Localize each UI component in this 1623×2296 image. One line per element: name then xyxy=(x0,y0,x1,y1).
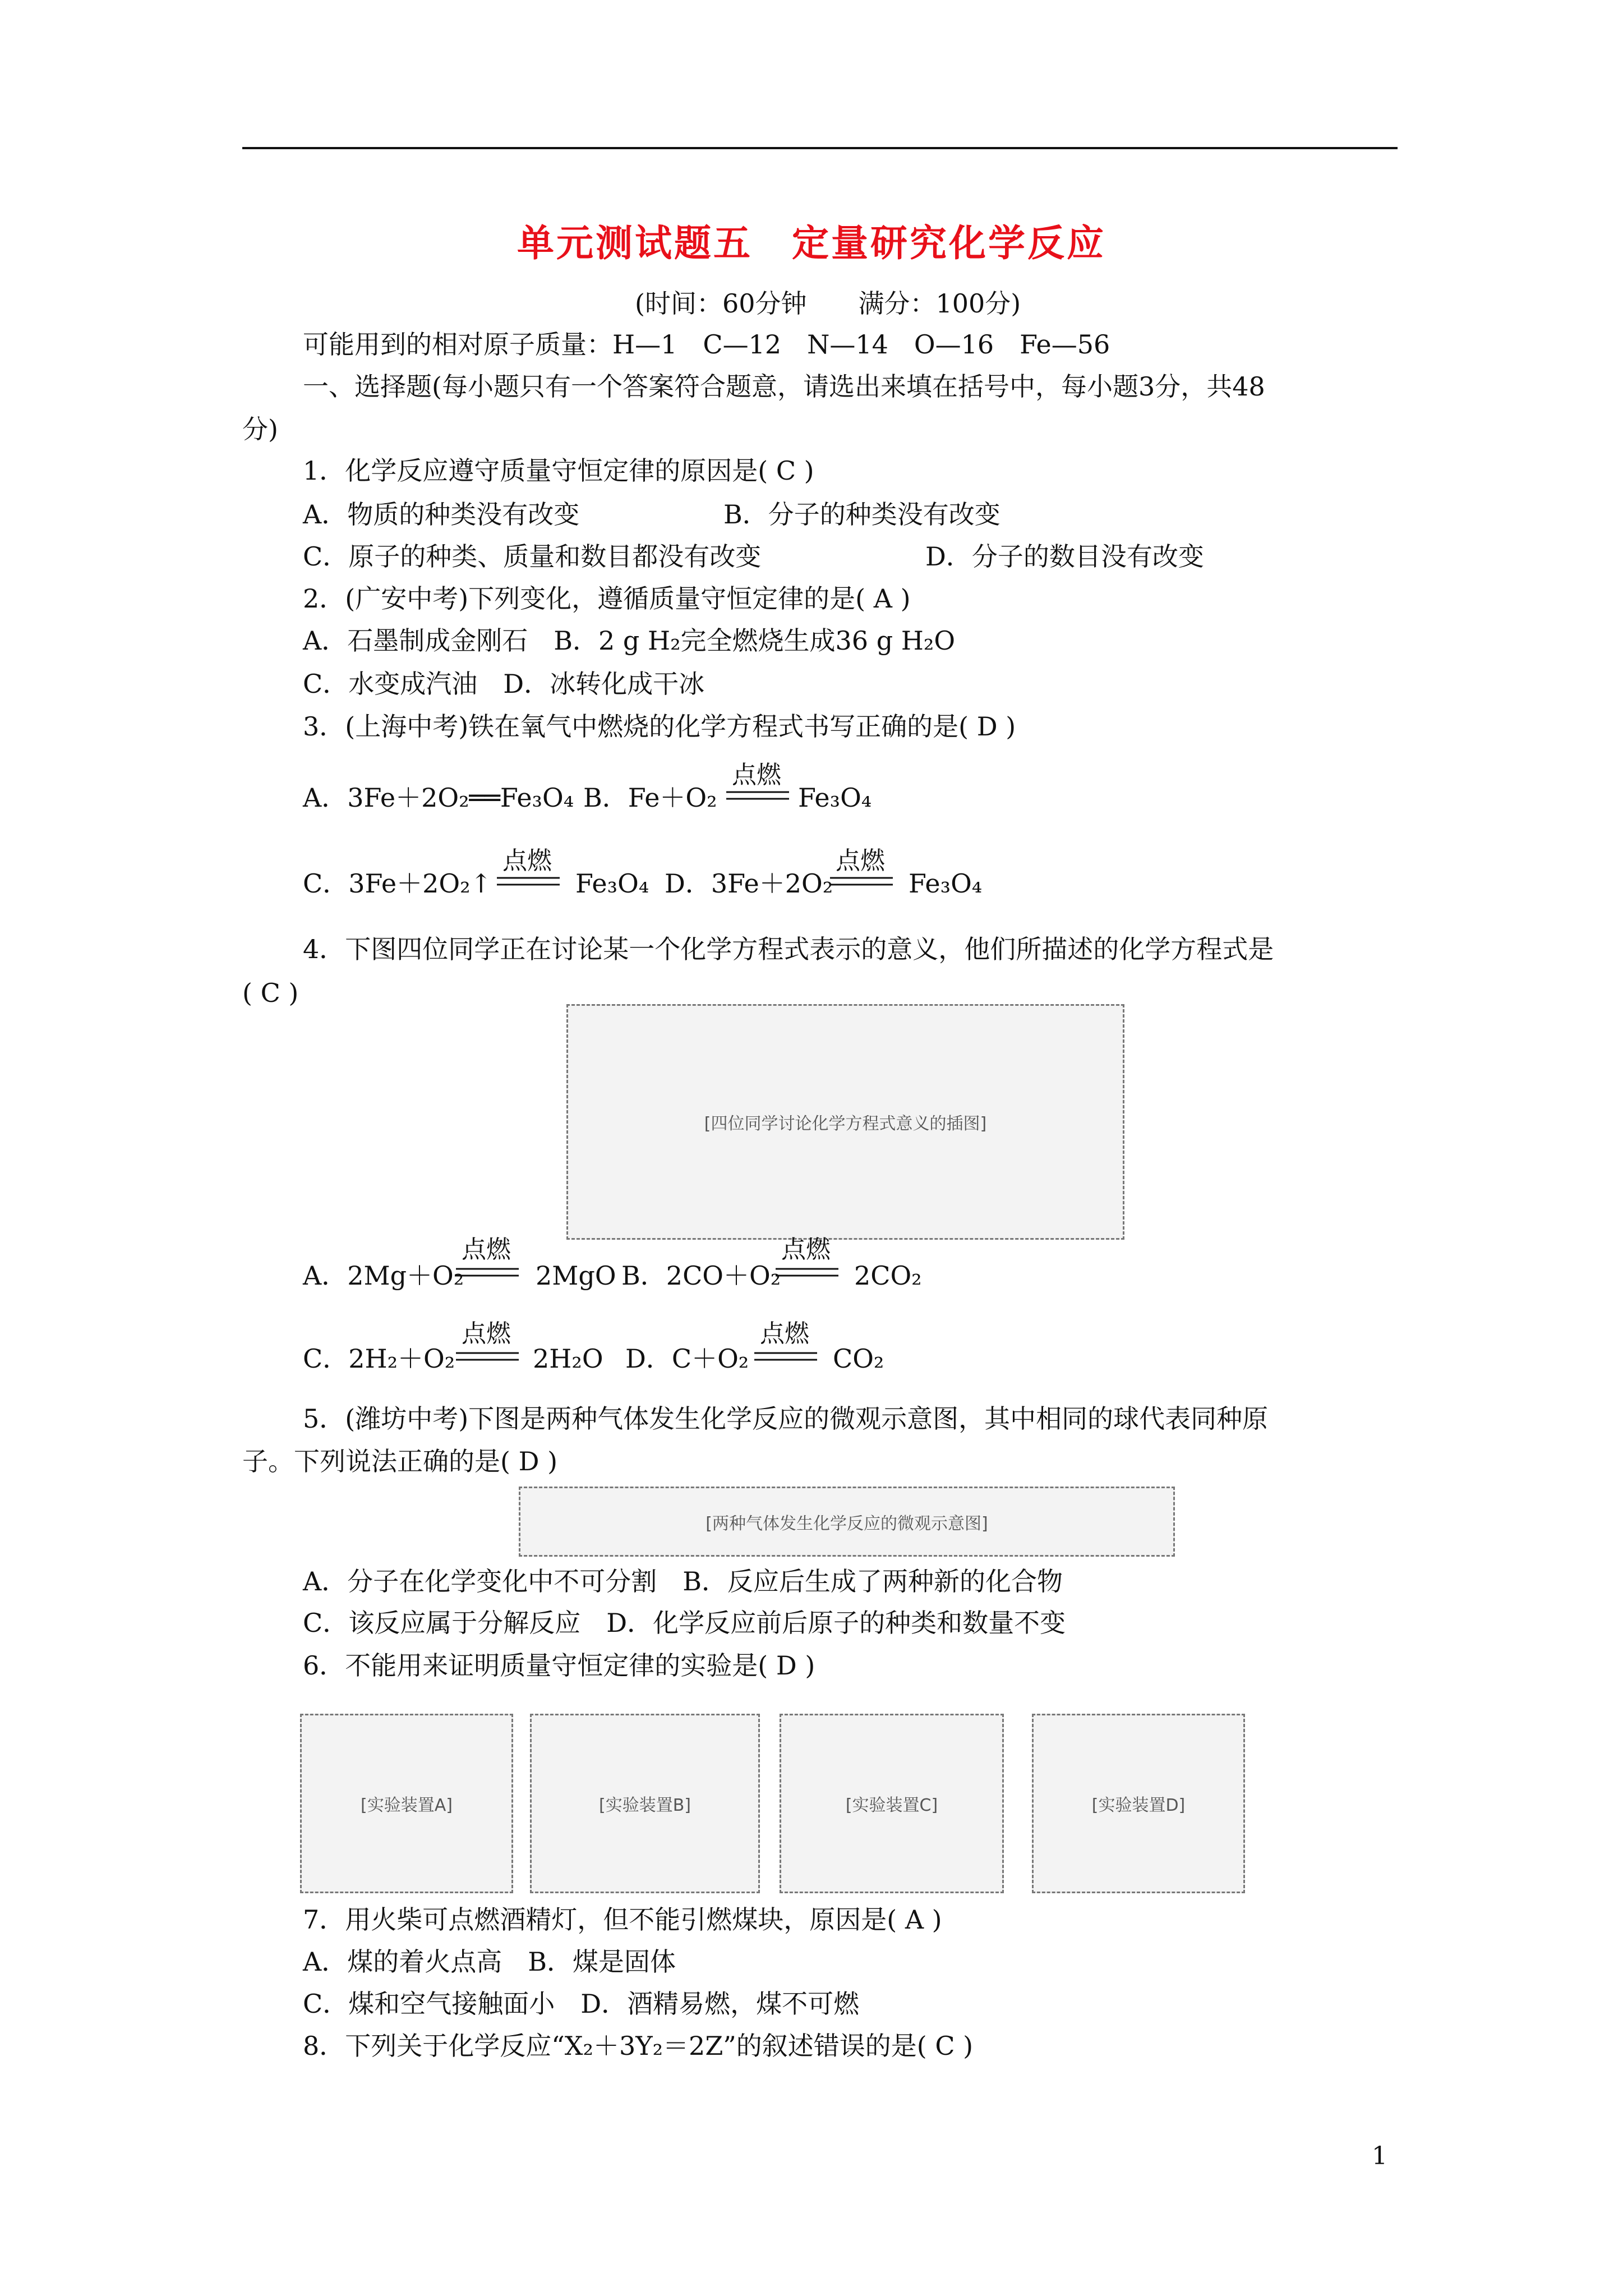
q1-option-c: C．原子的种类、质量和数目都没有改变 xyxy=(303,541,762,572)
q3-option-b-reactants: B．Fe＋O₂ xyxy=(583,783,717,813)
q3-option-d-condition: 点燃 xyxy=(836,846,885,875)
q1-option-d: D．分子的数目没有改变 xyxy=(925,541,1204,572)
section-heading: 一、选择题(每小题只有一个答案符合题意，请选出来填在括号中，每小题3分，共48 xyxy=(303,371,1265,402)
q7-options-ab: A．煤的着火点高 B．煤是固体 xyxy=(303,1947,676,1977)
q8-stem: 8．下列关于化学反应“X₂＋3Y₂＝2Z”的叙述错误的是( C ) xyxy=(303,2031,974,2061)
q3-option-b-condition: 点燃 xyxy=(732,761,781,789)
page-number: 1 xyxy=(1372,2142,1387,2170)
q3-option-c-products: Fe₃O₄ xyxy=(575,868,649,899)
q3-option-a: A．3Fe＋2O₂══Fe₃O₄ xyxy=(303,783,574,813)
q5-stem-cont: 子。下列说法正确的是( D ) xyxy=(242,1446,558,1476)
q2-stem: 2．(广安中考)下列变化，遵循质量守恒定律的是( A ) xyxy=(303,583,911,614)
q4-option-a-products: 2MgO xyxy=(536,1260,616,1291)
q4-option-a-condition: 点燃 xyxy=(462,1235,511,1264)
header-rule xyxy=(242,147,1398,149)
q4-option-a-equals xyxy=(456,1267,519,1279)
q4-option-b-equals xyxy=(776,1267,838,1279)
q4-option-c-products: 2H₂O xyxy=(533,1343,603,1374)
q3-option-c-condition: 点燃 xyxy=(502,846,552,875)
q4-option-d-products: CO₂ xyxy=(833,1343,884,1374)
q7-options-cd: C．煤和空气接触面小 D．酒精易燃，煤不可燃 xyxy=(303,1989,860,2019)
q4-option-b-reactants: B．2CO＋O₂ xyxy=(621,1260,781,1291)
q5-stem: 5．(潍坊中考)下图是两种气体发生化学反应的微观示意图，其中相同的球代表同种原 xyxy=(303,1404,1269,1434)
q2-options-cd: C．水变成汽油 D．冰转化成干冰 xyxy=(303,669,705,699)
q1-stem: 1．化学反应遵守质量守恒定律的原因是( C ) xyxy=(303,455,814,486)
q6-apparatus-a-placeholder: [实验装置A] xyxy=(300,1714,513,1893)
q6-apparatus-d-placeholder: [实验装置D] xyxy=(1032,1714,1245,1893)
q4-option-c-equals xyxy=(456,1351,519,1363)
q3-option-c-reactants: C．3Fe＋2O₂↑ xyxy=(303,868,492,899)
q3-option-d-equals xyxy=(830,876,893,888)
q1-option-a: A．物质的种类没有改变 xyxy=(303,499,580,530)
q4-option-c-reactants: C．2H₂＋O₂ xyxy=(303,1343,455,1374)
reaction-particle-diagram-placeholder: [两种气体发生化学反应的微观示意图] xyxy=(519,1487,1175,1557)
q3-stem: 3．(上海中考)铁在氧气中燃烧的化学方程式书写正确的是( D ) xyxy=(303,711,1016,742)
q4-option-b-products: 2CO₂ xyxy=(854,1260,922,1291)
q4-option-d-equals xyxy=(754,1351,817,1363)
q3-option-b-equals xyxy=(726,790,789,802)
atomic-masses: 可能用到的相对原子质量：H—1 C—12 N—14 O—16 Fe—56 xyxy=(303,329,1110,360)
q4-option-b-condition: 点燃 xyxy=(781,1235,831,1264)
q1-option-b: B．分子的种类没有改变 xyxy=(723,499,1000,530)
q6-apparatus-c-placeholder: [实验装置C] xyxy=(780,1714,1004,1893)
q4-stem-cont: ( C ) xyxy=(242,978,299,1008)
q6-apparatus-b-placeholder: [实验装置B] xyxy=(530,1714,760,1893)
q5-options-ab: A．分子在化学变化中不可分割 B．反应后生成了两种新的化合物 xyxy=(303,1566,1063,1596)
q3-option-b-products: Fe₃O₄ xyxy=(798,783,872,813)
q3-option-d-products: Fe₃O₄ xyxy=(909,868,983,899)
q3-option-d-reactants: D．3Fe＋2O₂ xyxy=(665,868,833,899)
q4-stem: 4．下图四位同学正在讨论某一个化学方程式表示的意义，他们所描述的化学方程式是 xyxy=(303,934,1274,964)
section-heading-cont: 分) xyxy=(242,414,278,444)
q4-option-d-reactants: D．C＋O₂ xyxy=(625,1343,749,1374)
q6-stem: 6．不能用来证明质量守恒定律的实验是( D ) xyxy=(303,1650,815,1681)
q4-option-c-condition: 点燃 xyxy=(462,1319,511,1348)
q3-option-c-equals xyxy=(497,876,560,888)
q2-options-ab: A．石墨制成金刚石 B．2 g H₂完全燃烧生成36 g H₂O xyxy=(303,625,956,656)
q4-option-d-condition: 点燃 xyxy=(760,1319,809,1348)
students-discussion-illustration-placeholder: [四位同学讨论化学方程式意义的插图] xyxy=(566,1004,1124,1240)
q5-options-cd: C．该反应属于分解反应 D．化学反应前后原子的种类和数量不变 xyxy=(303,1608,1066,1638)
q7-stem: 7．用火柴可点燃酒精灯，但不能引燃煤块，原因是( A ) xyxy=(303,1904,942,1935)
q4-option-a-reactants: A．2Mg＋O₂ xyxy=(303,1260,464,1291)
page-title: 单元测试题五 定量研究化学反应 xyxy=(517,221,1106,265)
time-info: (时间：60分钟 满分：100分) xyxy=(635,288,1021,319)
